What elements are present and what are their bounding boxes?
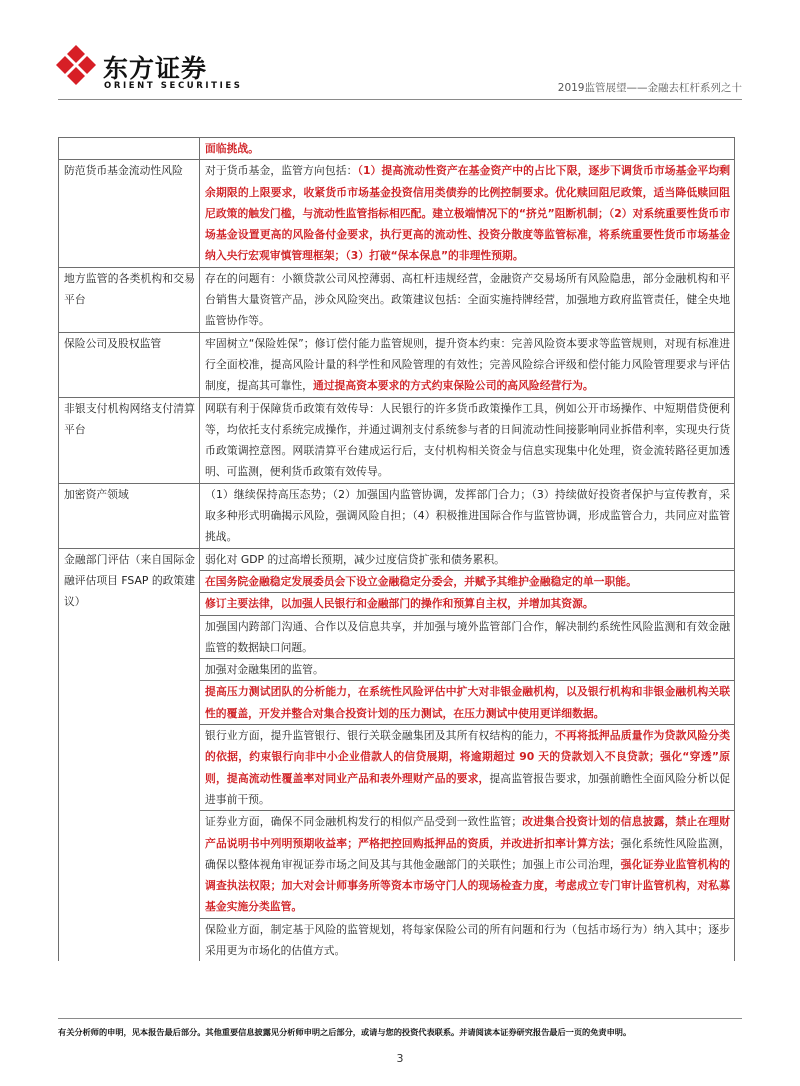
category-cell: 非银支付机构网络支付清算平台	[59, 397, 200, 483]
fsap-item-cell	[200, 615, 735, 659]
table-row	[59, 138, 735, 160]
body-text: 对于货币基金，监管方向包括：	[205, 164, 358, 178]
content-cell	[200, 483, 735, 548]
content-cell	[200, 267, 735, 332]
body-text: 强化系统性风险监测，确保以整体视角审视证券市场之间及其与其他金融部门的关联性；加强上市公司治理，	[205, 836, 730, 871]
fsap-item-cell	[200, 725, 735, 811]
report-series-title: 2019监管展望——金融去杠杆系列之十	[557, 82, 742, 94]
highlighted-text: 面临挑战。	[205, 142, 259, 155]
regulation-table	[58, 137, 735, 961]
table-row	[59, 483, 735, 548]
table-row	[59, 332, 735, 397]
content-cell	[200, 160, 735, 267]
content-cell	[200, 397, 735, 483]
body-text: 网联有利于保障货币政策有效传导：人民银行的许多货币政策操作工具，例如公开市场操作、中短期借贷便利等，均依托支付系统完成操作，并通过调剂支付系统参与者的日间流动性间接影响同业拆借利率，实现央行货币政策调控意图。网联清算平台建成运行后，支付机构相关资金与信息实现集中化处理，资金流转路径更加透明、可监测，便利货币政策有效传导。	[205, 401, 730, 479]
fsap-item-cell	[200, 570, 735, 592]
table-row	[59, 397, 735, 483]
body-text: 加强国内跨部门沟通、合作以及信息共享，并加强与境外监管部门合作，解决制约系统性风险监测和有效金融监管的数据缺口问题。	[205, 619, 730, 654]
highlighted-text: 强化证券业监管机构的调查执法权限；加大对会计师事务所等资本市场守门人的现场检查力度，考虑成立专门审计监管机构，对私募基金实施分类监管。	[205, 857, 731, 914]
body-text: 提高监管报告要求，加强前瞻性全面风险分析以促进事前干预。	[205, 771, 730, 806]
highlighted-text: 不再将抵押品质量作为贷款风险分类的依据，约束银行向非中小企业借款人的信贷展期，将逾期超过 90 天的贷款划入不良贷款；强化“穿透”原则，提高流动性覆盖率对同业产品和表外理财产品的要求，	[205, 729, 730, 785]
body-text: 牢固树立“保险姓保”；修订偿付能力监管规则，提升资本约束：完善风险资本要求等监管规则，对现有标准进行全面校准，提高风险计量的科学性和风险管理的有效性；完善风险综合评级和偿付能力风险管理要求与评估制度，提高其可靠性，	[205, 336, 730, 393]
footer-divider	[58, 1018, 742, 1019]
content-cell	[200, 332, 735, 397]
analyst-disclaimer: 有关分析师的申明，见本报告最后部分。其他重要信息披露见分析师申明之后部分，或请与您的投资代表联系。并请阅读本证券研究报告最后一页的免责申明。	[58, 1027, 632, 1037]
fsap-item-cell	[200, 918, 735, 961]
category-cell: 保险公司及股权监管	[59, 332, 200, 397]
body-text: 证券业方面，确保不同金融机构发行的相似产品受到一致性监管；	[205, 815, 523, 829]
brand-name-cn: 东方证券	[103, 54, 208, 83]
highlighted-text: 修订主要法律，以加强人民银行和金融部门的操作和预算自主权，并增加其资源。	[205, 597, 594, 611]
brand-name-en: ORIENT SECURITIES	[104, 81, 243, 91]
body-text: 保险业方面，制定基于风险的监管规划，将每家保险公司的所有问题和行为（包括市场行为）纳入其中；逐步采用更为市场化的估值方式。	[205, 922, 730, 957]
orient-securities-logo-icon	[55, 44, 97, 86]
page-header	[0, 0, 800, 112]
content-cell	[200, 138, 735, 160]
fsap-item-cell	[200, 659, 735, 681]
page-number: 3	[396, 1052, 404, 1065]
category-cell	[59, 138, 200, 160]
body-text: 银行业方面，提升监管银行、银行关联金融集团及其所有权结构的能力，	[205, 729, 556, 743]
category-cell: 加密资产领域	[59, 483, 200, 548]
category-cell: 防范货币基金流动性风险	[59, 160, 200, 267]
highlighted-text: 提高压力测试团队的分析能力，在系统性风险评估中扩大对非银金融机构，以及银行机构和非银金融机构关联性的覆盖，开发并整合对集合投资计划的压力测试，在压力测试中使用更详细数据。	[205, 685, 730, 720]
highlighted-text: 在国务院金融稳定发展委员会下设立金融稳定分委会，并赋予其维护金融稳定的单一职能。	[205, 574, 637, 588]
body-text: 弱化对 GDP 的过高增长预期，减少过度信贷扩张和债务累积。	[205, 552, 505, 566]
category-cell: 地方监管的各类机构和交易平台	[59, 267, 200, 332]
table-row	[59, 267, 735, 332]
highlighted-text: （1）提高流动性资产在基金资产中的占比下限，逐步下调货币市场基金平均剩余期限的上限要求，收紧货币市场基金投资信用类债券的比例控制要求。优化赎回阻尼政策，适当降低赎回阻尼政策的触发门槛，与流动性监管指标相匹配。建立极端情况下的“挤兑”阻断机制；（2）对系统重要性货币市场基金设置更高的风险备付金要求，执行更高的流动性、投资分散度等监管标准，将系统重要性货币市场基金纳入央行宏观审慎管理框架；（3）打破“保本保息”的非理性预期。	[205, 164, 731, 263]
body-text: 存在的问题有：小额贷款公司风控薄弱、高杠杆违规经营，金融资产交易场所有风险隐患，部分金融机构和平台销售大量资管产品，涉众风险突出。政策建议包括：全面实施持牌经营，加强地方政府监管责任，健全央地监管协作等。	[205, 271, 730, 328]
fsap-item-cell	[200, 681, 735, 725]
body-text: （1）继续保持高压态势；（2）加强国内监管协调，发挥部门合力；（3）持续做好投资者保护与宣传教育，采取多种形式明确揭示风险，强调风险自担；（4）积极推进国际合作与监管协调，形成监管合力，共同应对监管挑战。	[205, 487, 730, 544]
body-text: 加强对金融集团的监管。	[205, 663, 324, 677]
header-divider	[58, 99, 742, 100]
table-row	[59, 548, 735, 570]
fsap-item-cell	[200, 548, 735, 570]
highlighted-text: 通过提高资本要求的方式约束保险公司的高风险经营行为。	[312, 379, 594, 393]
category-cell: 金融部门评估（来自国际金融评估项目 FSAP 的政策建议）	[59, 548, 200, 961]
table-row	[59, 160, 735, 267]
fsap-item-cell	[200, 811, 735, 918]
highlighted-text: 改进集合投资计划的信息披露，禁止在理财产品说明书中列明预期收益率；严格把控回购抵押品的资质，并改进折扣率计算方法；	[205, 815, 731, 850]
fsap-item-cell	[200, 593, 735, 615]
